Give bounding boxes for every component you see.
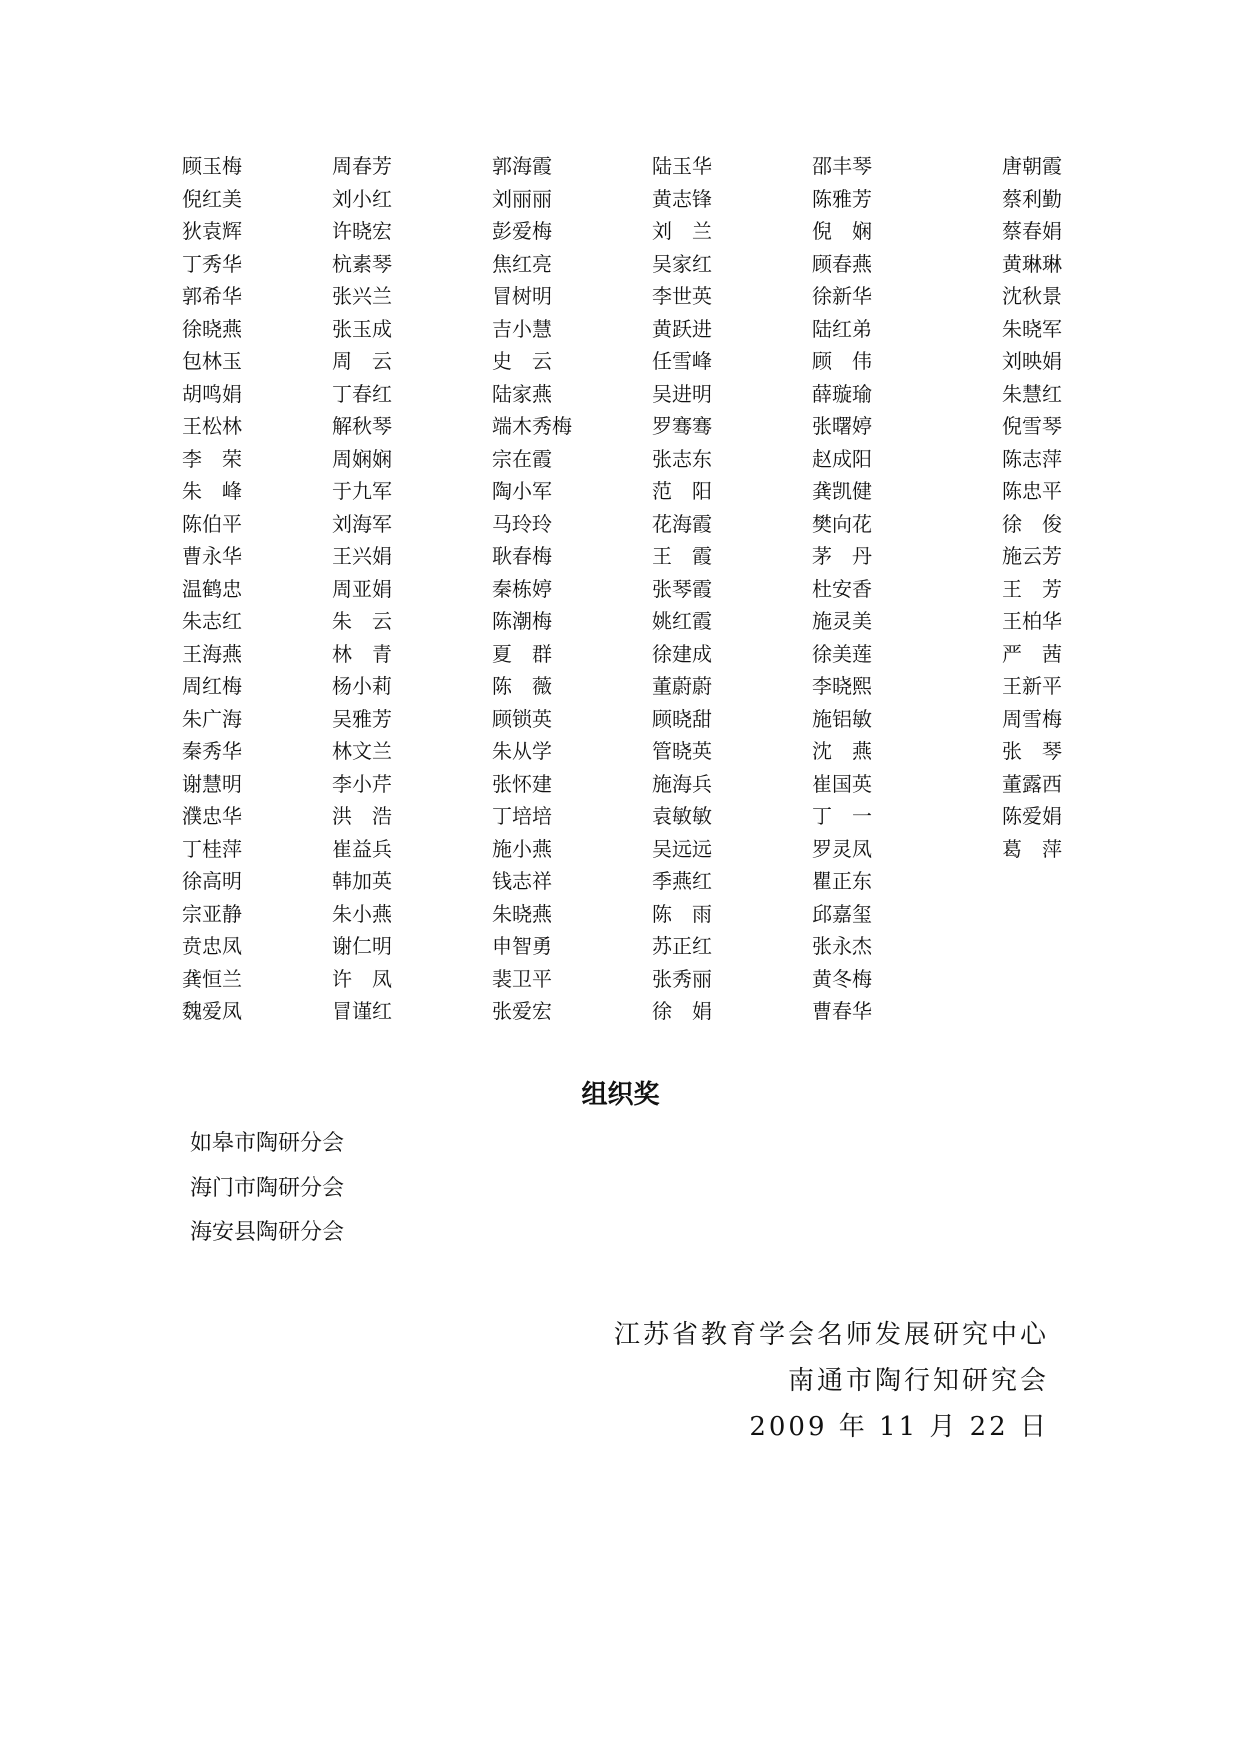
name-cell: 顾 伟 — [812, 349, 872, 373]
issue-date: 2009 年 11 月 22 日 — [749, 1412, 1049, 1442]
name-cell: 周娴娴 — [332, 446, 392, 471]
name-cell — [977, 865, 1062, 898]
name-cell: 王海燕 — [182, 641, 242, 666]
name-cell: 姚红霞 — [652, 609, 712, 633]
name-cell: 黄琳琳 — [1002, 251, 1062, 276]
name-cell: 包林玉 — [182, 349, 242, 373]
name-cell: 张曙婷 — [812, 414, 872, 438]
name-cell: 施铝敏 — [812, 706, 872, 731]
name-cell: 陈潮梅 — [492, 609, 552, 633]
name-cell: 朱广海 — [182, 706, 242, 731]
name-cell — [977, 963, 1062, 996]
name-cell: 张琴霞 — [652, 576, 712, 601]
name-cell: 严 茜 — [1002, 641, 1062, 666]
name-cell: 魏爱凤 — [182, 999, 242, 1023]
name-cell: 周雪梅 — [1002, 706, 1062, 731]
name-cell: 狄袁辉 — [182, 219, 242, 243]
name-cell: 倪雪琴 — [1002, 414, 1062, 438]
name-cell: 刘丽丽 — [492, 186, 552, 211]
name-cell: 许 凤 — [332, 966, 392, 991]
name-cell: 于九军 — [332, 479, 392, 503]
name-cell: 陈 薇 — [492, 674, 552, 698]
name-cell: 陈忠平 — [1002, 479, 1062, 503]
name-cell: 丁春红 — [332, 381, 392, 406]
name-cell: 朱慧红 — [1002, 381, 1062, 406]
name-cell: 李 荣 — [182, 446, 242, 471]
name-cell: 周春芳 — [332, 154, 392, 178]
name-cell: 冒谨红 — [332, 999, 392, 1023]
name-cell: 陆红弟 — [812, 316, 872, 341]
name-cell: 张怀建 — [492, 771, 552, 796]
name-cell: 苏正红 — [652, 934, 712, 958]
name-cell: 史 云 — [492, 349, 552, 373]
name-cell: 张爱宏 — [492, 999, 552, 1023]
name-cell: 曹春华 — [812, 999, 872, 1023]
signature-block — [614, 1312, 1049, 1450]
name-cell: 裴卫平 — [492, 966, 552, 991]
org-award-item: 海门市陶研分会 — [190, 1175, 345, 1201]
name-cell: 顾玉梅 — [182, 154, 242, 178]
name-cell: 朱 峰 — [182, 479, 242, 503]
name-cell: 陈爱娟 — [1002, 804, 1062, 828]
name-cell: 钱志祥 — [492, 869, 552, 893]
org-award-title: 组织奖 — [581, 1080, 660, 1110]
name-cell: 倪红美 — [182, 186, 242, 211]
name-cell: 温鹤忠 — [182, 576, 242, 601]
name-cell: 沈秋景 — [1002, 284, 1062, 308]
name-cell: 陆家燕 — [492, 381, 552, 406]
name-cell: 朱 云 — [332, 609, 392, 633]
name-cell: 袁敏敏 — [652, 804, 712, 828]
names-table — [182, 150, 1062, 1028]
name-cell: 韩加英 — [332, 869, 392, 893]
name-cell: 徐建成 — [652, 641, 712, 666]
name-cell: 徐 娟 — [652, 999, 712, 1023]
name-cell: 蔡利勤 — [1002, 186, 1062, 211]
name-cell: 王新平 — [1002, 674, 1062, 698]
name-cell: 张志东 — [652, 446, 712, 471]
name-cell: 许晓宏 — [332, 219, 392, 243]
name-cell: 施小燕 — [492, 836, 552, 861]
name-cell: 徐晓燕 — [182, 316, 242, 341]
name-cell: 秦栋婷 — [492, 576, 552, 601]
name-cell: 徐新华 — [812, 284, 872, 308]
name-cell: 宗在霞 — [492, 446, 552, 471]
name-cell: 邵丰琴 — [812, 154, 872, 178]
name-cell: 黄跃进 — [652, 316, 712, 341]
name-cell: 吉小慧 — [492, 316, 552, 341]
name-cell: 张 琴 — [1002, 739, 1062, 763]
name-cell: 丁培培 — [492, 804, 552, 828]
name-cell: 吴进明 — [652, 381, 712, 406]
name-cell: 顾锁英 — [492, 706, 552, 731]
name-cell: 陈雅芳 — [812, 186, 872, 211]
name-cell: 薛璇瑜 — [812, 381, 872, 406]
name-cell: 刘小红 — [332, 186, 392, 211]
name-cell: 张秀丽 — [652, 966, 712, 991]
name-cell: 瞿正东 — [812, 869, 872, 893]
name-cell: 沈 燕 — [812, 739, 872, 763]
name-cell: 任雪峰 — [652, 349, 712, 373]
name-cell: 张玉成 — [332, 316, 392, 341]
name-cell: 陆玉华 — [652, 154, 712, 178]
name-cell: 杨小莉 — [332, 674, 392, 698]
name-cell: 王兴娟 — [332, 544, 392, 568]
name-cell: 洪 浩 — [332, 804, 392, 828]
name-cell: 罗灵凤 — [812, 836, 872, 861]
name-cell: 丁秀华 — [182, 251, 242, 276]
name-cell: 王松林 — [182, 414, 242, 438]
name-cell: 刘海军 — [332, 511, 392, 536]
name-cell: 邱嘉玺 — [812, 901, 872, 926]
name-cell: 冒树明 — [492, 284, 552, 308]
name-cell: 王柏华 — [1002, 609, 1062, 633]
name-cell: 谢仁明 — [332, 934, 392, 958]
name-cell: 倪 娴 — [812, 219, 872, 243]
name-cell: 顾春燕 — [812, 251, 872, 276]
name-cell: 谢慧明 — [182, 771, 242, 796]
name-cell: 朱小燕 — [332, 901, 392, 926]
name-cell: 张兴兰 — [332, 284, 392, 308]
name-cell: 花海霞 — [652, 511, 712, 536]
name-cell: 解秋琴 — [332, 414, 392, 438]
issuer-line-1: 江苏省教育学会名师发展研究中心 — [613, 1320, 1049, 1350]
name-cell: 申智勇 — [492, 934, 552, 958]
name-cell: 施灵美 — [812, 609, 872, 633]
name-cell: 秦秀华 — [182, 739, 242, 763]
org-award-item: 如皋市陶研分会 — [190, 1131, 345, 1156]
name-cell: 黄志锋 — [652, 186, 712, 211]
name-cell: 周亚娟 — [332, 576, 392, 601]
name-cell: 丁桂萍 — [182, 836, 242, 861]
name-cell: 顾晓甜 — [652, 706, 712, 731]
name-cell: 赵成阳 — [812, 446, 872, 471]
name-cell — [977, 995, 1062, 1028]
name-cell: 朱晓燕 — [492, 901, 552, 926]
name-cell: 宗亚静 — [182, 901, 242, 926]
name-cell: 吴家红 — [652, 251, 712, 276]
name-cell: 王 芳 — [1002, 576, 1062, 601]
name-cell: 马玲玲 — [492, 511, 552, 536]
name-cell: 陈伯平 — [182, 511, 242, 536]
name-cell: 管晓英 — [652, 739, 712, 763]
name-cell — [977, 898, 1062, 931]
name-cell: 李小芹 — [332, 771, 392, 796]
name-cell: 蔡春娟 — [1002, 219, 1062, 243]
name-cell: 龚凯健 — [812, 479, 872, 503]
name-cell: 郭海霞 — [492, 154, 552, 178]
name-cell: 施云芳 — [1002, 544, 1062, 568]
name-cell: 林 青 — [332, 641, 392, 666]
name-cell: 杜安香 — [812, 576, 872, 601]
name-cell: 范 阳 — [652, 479, 712, 503]
org-award-item: 海安县陶研分会 — [190, 1220, 345, 1245]
name-cell: 刘 兰 — [652, 219, 712, 243]
name-cell: 周红梅 — [182, 674, 242, 698]
name-cell: 季燕红 — [652, 869, 712, 893]
name-cell: 刘映娟 — [1002, 349, 1062, 373]
name-cell: 崔国英 — [812, 771, 872, 796]
name-cell: 施海兵 — [652, 771, 712, 796]
name-cell: 张永杰 — [812, 934, 872, 958]
name-cell: 杭素琴 — [332, 251, 392, 276]
name-cell: 唐朝霞 — [1002, 154, 1062, 178]
name-cell: 贲忠凤 — [182, 934, 242, 958]
name-cell: 吴雅芳 — [332, 706, 392, 731]
name-cell: 徐高明 — [182, 869, 242, 893]
name-cell: 徐 俊 — [1002, 511, 1062, 536]
name-cell: 曹永华 — [182, 544, 242, 568]
name-cell: 茅 丹 — [812, 544, 872, 568]
name-cell: 龚恒兰 — [182, 966, 242, 991]
name-cell: 樊向花 — [812, 511, 872, 536]
name-cell: 周 云 — [332, 349, 392, 373]
name-cell: 朱晓军 — [1002, 316, 1062, 341]
name-cell: 李晓熙 — [812, 674, 872, 698]
name-cell: 李世英 — [652, 284, 712, 308]
name-cell: 葛 萍 — [1002, 836, 1062, 861]
name-cell: 陈 雨 — [652, 901, 712, 926]
name-cell: 彭爱梅 — [492, 219, 552, 243]
name-cell: 董蔚蔚 — [652, 674, 712, 698]
name-cell: 黄冬梅 — [812, 966, 872, 991]
name-cell: 吴远远 — [652, 836, 712, 861]
name-cell: 耿春梅 — [492, 544, 552, 568]
issuer-line-2: 南通市陶行知研究会 — [787, 1366, 1049, 1396]
name-cell: 夏 群 — [492, 641, 552, 666]
name-cell: 陈志萍 — [1002, 446, 1062, 471]
name-cell: 陶小军 — [492, 479, 552, 503]
name-cell: 端木秀梅 — [492, 414, 572, 438]
name-cell: 董露西 — [1002, 771, 1062, 796]
name-cell: 濮忠华 — [182, 804, 242, 828]
name-cell: 罗骞骞 — [652, 414, 712, 438]
name-cell: 王 霞 — [652, 544, 712, 568]
name-cell: 丁 一 — [812, 804, 872, 828]
name-cell: 郭希华 — [182, 284, 242, 308]
name-cell: 崔益兵 — [332, 836, 392, 861]
name-cell: 朱从学 — [492, 739, 552, 763]
name-cell: 胡鸣娟 — [182, 381, 242, 406]
org-award-list — [190, 1122, 344, 1256]
name-cell: 徐美莲 — [812, 641, 872, 666]
name-cell: 朱志红 — [182, 609, 242, 633]
name-cell: 焦红亮 — [492, 251, 552, 276]
name-cell: 林文兰 — [332, 739, 392, 763]
name-cell — [977, 930, 1062, 963]
